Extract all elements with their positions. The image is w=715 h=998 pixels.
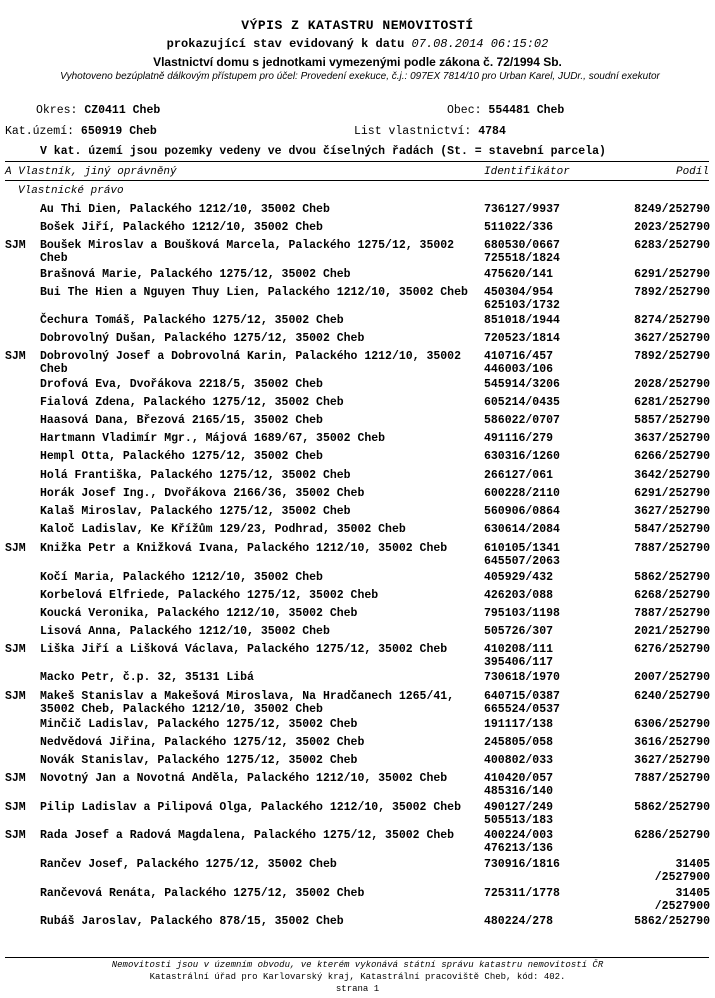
sjm-flag: SJM [5,829,26,842]
okres-value: CZ0411 Cheb [84,104,161,117]
owner-name: Bui The Hien a Nguyen Thuy Lien, Palackého 1212/10, 35002 Cheb [40,286,468,299]
ownership-share: 6268/252790 [634,589,710,602]
ownership-share: 6291/252790 [634,268,710,281]
ownership-share: 7887/252790 [634,772,710,785]
katuzemi-value: 650919 Cheb [80,125,157,138]
owner-name: Bošek Jiří, Palackého 1212/10, 35002 Cheb [40,221,323,234]
owner-name: Rančev Josef, Palackého 1275/12, 35002 Cheb [40,858,337,871]
owner-name: Macko Petr, č.p. 32, 35131 Libá [40,671,254,684]
law-line: Vlastnictví domu s jednotkami vymezenými podle zákona č. 72/1994 Sb. [153,55,562,69]
owner-identifier: 851018/1944 [484,314,560,327]
katuzemi-field [5,125,157,138]
sjm-flag: SJM [5,542,26,555]
owner-name: Holá Františka, Palackého 1275/12, 35002 Cheb [40,469,351,482]
obec-field [447,104,564,117]
ownership-share: 8249/252790 [634,203,710,216]
ownership-share: 6291/252790 [634,487,710,500]
ownership-share: 6286/252790 [634,829,710,842]
owner-identifier: 505726/307 [484,625,554,638]
ownership-share: 5862/252790 [634,915,710,928]
owner-identifier: 511022/336 [484,221,554,234]
obec-value: 554481 Cheb [488,104,565,117]
owner-name: Kočí Maria, Palackého 1212/10, 35002 Cheb [40,571,323,584]
owner-identifier: 480224/278 [484,915,554,928]
ownership-share: 2028/252790 [634,378,710,391]
owner-identifier: 736127/9937 [484,203,560,216]
owner-name: Novotný Jan a Novotná Anděla, Palackého 1212/10, 35002 Cheb [40,772,448,785]
footer-jurisdiction: Nemovitosti jsou v územním obvodu, ve kterém vykonává státní správu katastru nemovitostí ČR [111,960,604,970]
sjm-flag: SJM [5,690,26,703]
okres-label: Okres: [36,104,78,117]
owner-name: Dobrovolný Josef a Dobrovolná Karin, Palackého 1212/10, 35002 Cheb [40,350,461,376]
ownership-share: 5862/252790 [634,571,710,584]
owner-name: Rubáš Jaroslav, Palackého 878/15, 35002 Cheb [40,915,344,928]
owner-name: Dobrovolný Dušan, Palackého 1275/12, 35002 Cheb [40,332,365,345]
owner-name: Čechura Tomáš, Palackého 1275/12, 35002 Cheb [40,314,344,327]
owner-name: Nedvědová Jiřina, Palackého 1275/12, 35002 Cheb [40,736,365,749]
ownership-share: 6276/252790 [634,643,710,656]
owner-identifier: 630316/1260 [484,450,560,463]
owner-name: Fialová Zdena, Palackého 1275/12, 35002 Cheb [40,396,344,409]
column-owner-header: A Vlastník, jiný oprávněný [5,166,177,178]
ownership-share: 31405 /2527900 [654,887,710,913]
divider [5,957,709,958]
document-title: VÝPIS Z KATASTRU NEMOVITOSTÍ [241,18,474,33]
owner-identifier: 680530/0667 725518/1824 [484,239,560,265]
owner-identifier: 605214/0435 [484,396,560,409]
owner-identifier: 410208/111 395406/117 [484,643,554,669]
owner-identifier: 475620/141 [484,268,554,281]
document-subtitle [0,37,715,51]
ownership-share: 6281/252790 [634,396,710,409]
owner-identifier: 545914/3206 [484,378,560,391]
owner-identifier: 410716/457 446003/106 [484,350,554,376]
sjm-flag: SJM [5,772,26,785]
ownership-share: 3627/252790 [634,505,710,518]
ownership-share: 2021/252790 [634,625,710,638]
owner-identifier: 245805/058 [484,736,554,749]
owner-identifier: 720523/1814 [484,332,560,345]
ownership-share: 3642/252790 [634,469,710,482]
owner-identifier: 450304/954 625103/1732 [484,286,560,312]
owner-name: Horák Josef Ing., Dvořákova 2166/36, 35002 Cheb [40,487,365,500]
owner-identifier: 560906/0864 [484,505,560,518]
owner-name: Makeš Stanislav a Makešová Miroslava, Na Hradčanech 1265/41, 35002 Cheb, Palackého 1212/10, 35002 Cheb [40,690,455,716]
ownership-share: 3627/252790 [634,754,710,767]
owner-identifier: 266127/061 [484,469,554,482]
ownership-share: 2007/252790 [634,671,710,684]
column-share-header: Podíl [675,166,709,178]
ownership-share: 7887/252790 [634,542,710,555]
owner-name: Kalaš Miroslav, Palackého 1275/12, 35002 Cheb [40,505,351,518]
footer-office: Katastrální úřad pro Karlovarský kraj, Katastrální pracoviště Cheb, kód: 402. [149,972,566,982]
sjm-flag: SJM [5,801,26,814]
katuzemi-label: Kat.území: [5,125,75,138]
owner-name: Korbelová Elfriede, Palackého 1275/12, 35002 Cheb [40,589,379,602]
list-field [354,125,506,138]
owner-name: Haasová Dana, Březová 2165/15, 35002 Cheb [40,414,323,427]
ownership-share: 3616/252790 [634,736,710,749]
sjm-flag: SJM [5,350,26,363]
owner-name: Minčič Ladislav, Palackého 1275/12, 35002 Cheb [40,718,358,731]
owner-identifier: 400802/033 [484,754,554,767]
sjm-flag: SJM [5,239,26,252]
owner-name: Hempl Otta, Palackého 1275/12, 35002 Cheb [40,450,323,463]
subtitle-prefix: prokazující stav evidovaný k datu [166,37,405,51]
section-title: Vlastnické právo [18,185,124,197]
owner-identifier: 730916/1816 [484,858,560,871]
ownership-share: 5862/252790 [634,801,710,814]
owner-identifier: 630614/2084 [484,523,560,536]
divider [5,180,709,181]
owner-identifier: 491116/279 [484,432,554,445]
okres-field [36,104,160,117]
ownership-share: 7892/252790 [634,350,710,363]
ownership-share: 7887/252790 [634,607,710,620]
column-ident-header: Identifikátor [484,166,570,178]
ownership-share: 3627/252790 [634,332,710,345]
owner-identifier: 191117/138 [484,718,554,731]
ownership-share: 5857/252790 [634,414,710,427]
owner-name: Koucká Veronika, Palackého 1212/10, 35002 Cheb [40,607,358,620]
owner-name: Rada Josef a Radová Magdalena, Palackého 1275/12, 35002 Cheb [40,829,455,842]
divider [5,161,709,162]
owner-name: Lisová Anna, Palackého 1212/10, 35002 Cheb [40,625,330,638]
ownership-share: 8274/252790 [634,314,710,327]
ownership-share: 6266/252790 [634,450,710,463]
owner-identifier: 405929/432 [484,571,554,584]
parcel-note: V kat. území jsou pozemky vedeny ve dvou číselných řadách (St. = stavební parcela) [40,145,606,158]
owner-name: Au Thi Dien, Palackého 1212/10, 35002 Cheb [40,203,330,216]
owner-name: Knižka Petr a Knižková Ivana, Palackého 1212/10, 35002 Cheb [40,542,448,555]
owner-name: Rančevová Renáta, Palackého 1275/12, 35002 Cheb [40,887,365,900]
obec-label: Obec: [447,104,482,117]
owner-name: Drofová Eva, Dvořákova 2218/5, 35002 Cheb [40,378,323,391]
owner-identifier: 426203/088 [484,589,554,602]
sjm-flag: SJM [5,643,26,656]
ownership-share: 5847/252790 [634,523,710,536]
owner-name: Novák Stanislav, Palackého 1275/12, 35002 Cheb [40,754,358,767]
ownership-share: 3637/252790 [634,432,710,445]
owner-identifier: 600228/2110 [484,487,560,500]
owner-name: Liška Jiří a Lišková Václava, Palackého 1275/12, 35002 Cheb [40,643,448,656]
list-value: 4784 [478,125,506,138]
list-label: List vlastnictví: [354,125,472,138]
owner-identifier: 586022/0707 [484,414,560,427]
owner-name: Kaloč Ladislav, Ke Křížům 129/23, Podhrad, 35002 Cheb [40,523,406,536]
owner-name: Brašnová Marie, Palackého 1275/12, 35002 Cheb [40,268,351,281]
purpose-note: Vyhotoveno bezúplatně dálkovým přístupem pro účel: Provedení exekuce, č.j.: 097EX 7814/10 pro Urban Karel, JUDr., soudní exekutor [60,71,660,82]
owner-identifier: 610105/1341 645507/2063 [484,542,560,568]
ownership-share: 7892/252790 [634,286,710,299]
owner-identifier: 730618/1970 [484,671,560,684]
owner-identifier: 640715/0387 665524/0537 [484,690,560,716]
owner-name: Pilip Ladislav a Pilipová Olga, Palackého 1212/10, 35002 Cheb [40,801,461,814]
owner-identifier: 725311/1778 [484,887,560,900]
owner-identifier: 410420/057 485316/140 [484,772,554,798]
owner-identifier: 795103/1198 [484,607,560,620]
owner-identifier: 490127/249 505513/183 [484,801,554,827]
ownership-share: 31405 /2527900 [654,858,710,884]
page-number: strana 1 [335,984,380,994]
owner-name: Hartmann Vladimír Mgr., Májová 1689/67, 35002 Cheb [40,432,386,445]
subtitle-date: 07.08.2014 06:15:02 [411,37,549,51]
ownership-share: 6283/252790 [634,239,710,252]
owner-identifier: 400224/003 476213/136 [484,829,554,855]
ownership-share: 6306/252790 [634,718,710,731]
owner-name: Boušek Miroslav a Boušková Marcela, Palackého 1275/12, 35002 Cheb [40,239,455,265]
ownership-share: 6240/252790 [634,690,710,703]
ownership-share: 2023/252790 [634,221,710,234]
